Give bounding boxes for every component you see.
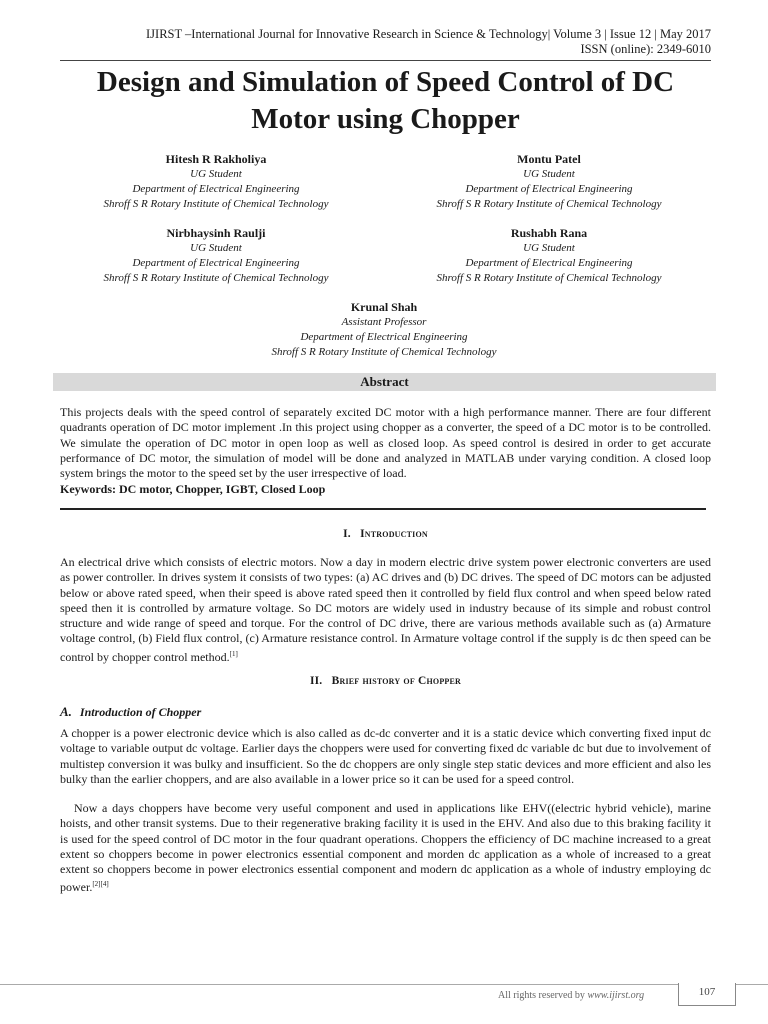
- rights-text: All rights reserved by: [498, 990, 585, 1001]
- abstract-text: This projects deals with the speed control of separately excited DC motor with a high performance manner. There are four different quadrants operation of DC motor implement .In this project using chopper as a converter, the speed of a DC motor is to be controlled. We simulate the operation of DC motor in open loop as well as closed loop. As speed control is desired in order to get accurate performance of DC motor, the simulation of model will be done and analyzed in MATLAB under varying condition. A closed loop system brings the motor to the speed set by the user irrespective of load.: [60, 405, 711, 481]
- author-role: Assistant Professor: [341, 316, 427, 328]
- footer-rule: [0, 984, 768, 985]
- citation: [2][4]: [92, 880, 109, 889]
- abstract-heading: Abstract: [53, 373, 716, 391]
- author-name: Montu Patel: [517, 152, 581, 166]
- author-block: [46, 151, 386, 212]
- author-institute: Shroff S R Rotary Institute of Chemical Technology: [271, 346, 497, 358]
- author-block: [46, 225, 386, 286]
- author-role: UG Student: [523, 168, 575, 180]
- author-block: [379, 225, 719, 286]
- introduction-text: [60, 555, 711, 665]
- author-block: [214, 299, 554, 360]
- paper-title: [60, 64, 711, 138]
- subsection-title: Introduction of Chopper: [79, 705, 202, 719]
- author-institute: Shroff S R Rotary Institute of Chemical Technology: [103, 272, 329, 284]
- subsection-heading: [60, 704, 201, 720]
- author-department: Department of Electrical Engineering: [465, 183, 633, 195]
- journal-header: [146, 27, 711, 57]
- footer-rights: [498, 990, 644, 1001]
- author-department: Department of Electrical Engineering: [465, 257, 633, 269]
- journal-line: IJIRST –International Journal for Innovative Research in Science & Technology| Volume 3 | Issue 12 | May 2017: [146, 27, 711, 41]
- issn-line: ISSN (online): 2349-6010: [580, 42, 711, 56]
- section-title: Brief history of Chopper: [331, 675, 462, 687]
- subsection-letter: A.: [60, 704, 72, 719]
- author-role: UG Student: [190, 242, 242, 254]
- keywords: Keywords: DC motor, Chopper, IGBT, Closed Loop: [60, 482, 326, 496]
- header-rule: [60, 60, 711, 61]
- author-department: Department of Electrical Engineering: [132, 257, 300, 269]
- section-heading-history: [60, 675, 711, 687]
- section-divider: [60, 508, 706, 510]
- author-name: Hitesh R Rakholiya: [165, 152, 267, 166]
- author-institute: Shroff S R Rotary Institute of Chemical Technology: [436, 272, 662, 284]
- author-name: Rushabh Rana: [510, 226, 588, 240]
- author-name: Nirbhaysinh Raulji: [166, 226, 266, 240]
- citation: [1]: [229, 649, 238, 658]
- author-institute: Shroff S R Rotary Institute of Chemical Technology: [436, 198, 662, 210]
- author-name: Krunal Shah: [350, 300, 418, 314]
- author-institute: Shroff S R Rotary Institute of Chemical Technology: [103, 198, 329, 210]
- site-link[interactable]: www.ijirst.org: [587, 990, 645, 1001]
- author-department: Department of Electrical Engineering: [132, 183, 300, 195]
- chopper-paragraph-1: A chopper is a power electronic device which is also called as dc-dc converter and it is a static device which converting fixed input dc voltage to variable output dc voltage. Earlier days the choppers were used for converting fixed dc variable dc but due to involvement of multistep conversion it was bulky and insufficient. So the dc choppers are only single step static devices and more efficient and also les bulky than the earlier choppers, and are also available in a lower price so it can be used for a speed control.: [60, 726, 711, 786]
- section-number: II.: [309, 675, 323, 687]
- section-title: Introduction: [360, 528, 428, 540]
- author-block: [379, 151, 719, 212]
- chopper-paragraph-2-body: Now a days choppers have become very useful component and used in applications like EHV((electric hybrid vehicle), marine hoists, and other transit systems. Due to their regenerative braking facility it is used in the EHV. And also due to this braking facility it is used for the speed control of DC motor in the four quadrant operations. Choppers the efficiency of DC machine increased to a great extent so choppers become in power electronics essential component and morden dc application as a whole of increased to a great extent so choppers become in power electronics essential component and modern dc application as a whole of industry employing dc power.: [60, 801, 711, 895]
- chopper-paragraph-2: [60, 801, 711, 896]
- title-line-1: Design and Simulation of Speed Control of DC: [96, 66, 675, 98]
- page-number: 107: [678, 983, 736, 1006]
- author-role: UG Student: [523, 242, 575, 254]
- introduction-body: An electrical drive which consists of electric motors. Now a day in modern electric drive system power electronic converters are used as power controller. In drives system it consists of two types: (a) AC drives and (b) DC drives. The speed of DC motors can be adjusted below or above rated speed, when their speed is above rated speed then it controlled by field flux control and when speed below rated speed then it is controlled by armature voltage. So DC motors are widely used in industry because of its simple and robust control structure and wide range of speed and torque. For the control of DC drive, there are various methods available such as (a) Armature voltage control, (b) Field flux control, (c) Armature resistance control. In Armature voltage control if the supply is dc then speed can be control by chopper control method.: [60, 555, 711, 664]
- section-number: I.: [343, 528, 351, 540]
- section-heading-introduction: [60, 528, 711, 540]
- author-department: Department of Electrical Engineering: [300, 331, 468, 343]
- author-role: UG Student: [190, 168, 242, 180]
- title-line-2: Motor using Chopper: [251, 103, 520, 135]
